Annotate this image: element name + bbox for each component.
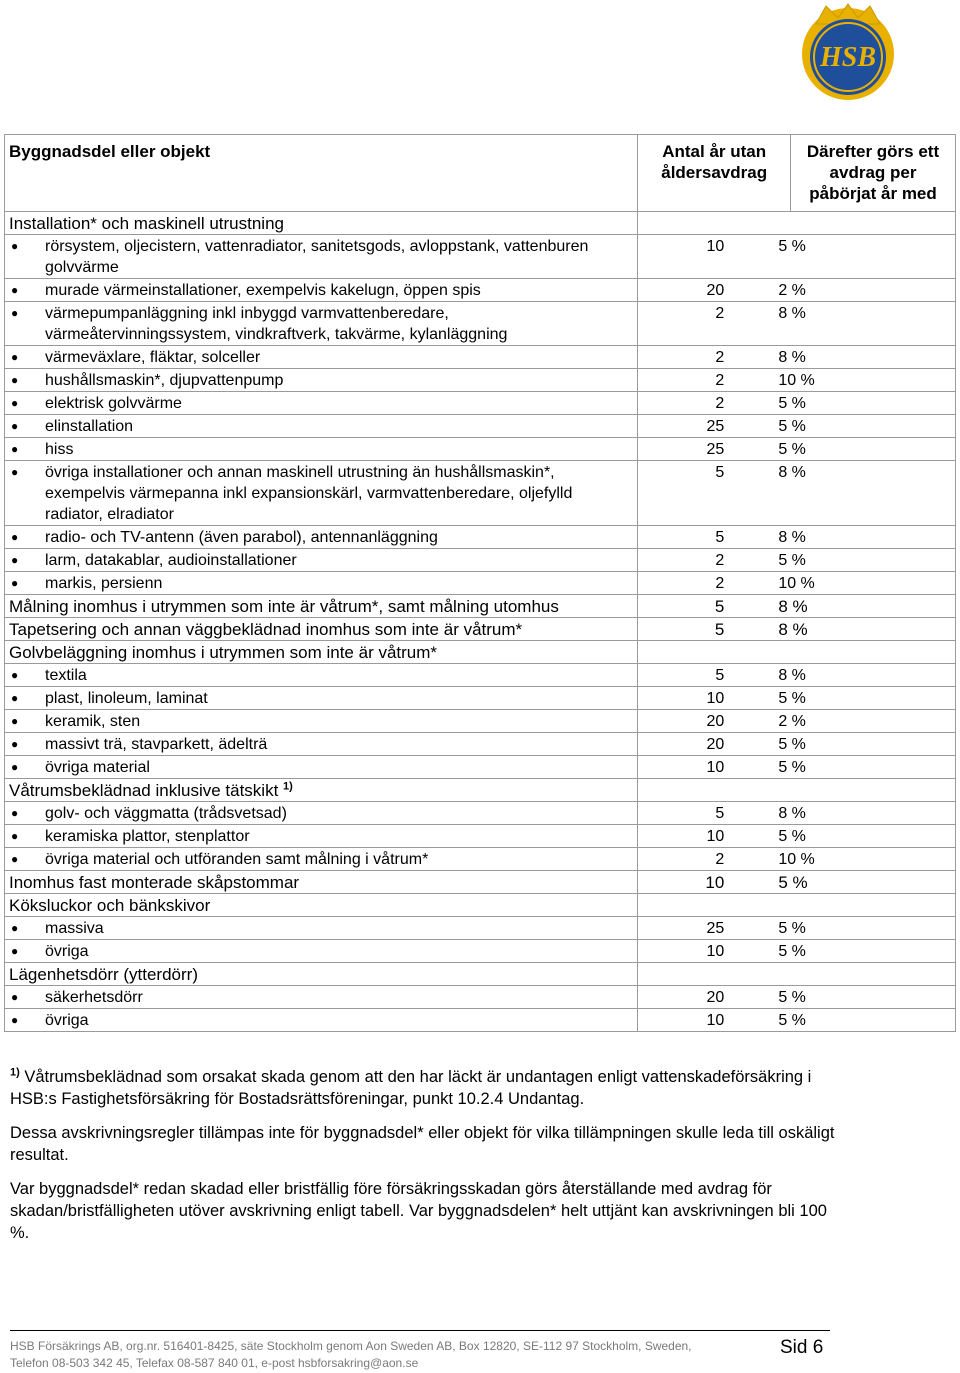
page-number: Sid 6 (780, 1337, 824, 1358)
item-name: keramik, sten (45, 713, 141, 730)
table-row (5, 710, 956, 733)
bullet-icon: ● (11, 553, 19, 567)
rate-cell (638, 392, 956, 415)
header-deduction: Därefter görs ett avdrag per påbörjat år med (791, 135, 956, 212)
years-value: 5 (714, 620, 725, 639)
bullet-icon: ● (11, 239, 19, 253)
item-name: hushållsmaskin*, djupvattenpump (45, 372, 284, 389)
bullet-icon: ● (11, 691, 19, 705)
deduction-value: 8 % (778, 597, 808, 616)
footer-divider (10, 1330, 830, 1331)
deduction-value: 8 % (778, 349, 806, 366)
item-name: övriga (45, 943, 89, 960)
rate-cell (638, 549, 956, 572)
deduction-value: 8 % (778, 620, 808, 639)
table-body (5, 212, 956, 1032)
item-cell (5, 346, 638, 369)
bullet-icon: ● (11, 852, 19, 866)
bullet-icon: ● (11, 1013, 19, 1027)
table-row (5, 346, 956, 369)
table-row (5, 595, 956, 618)
item-cell (5, 438, 638, 461)
years-value: 5 (715, 805, 725, 822)
footnote (10, 1066, 840, 1110)
deduction-value: 10 % (778, 575, 815, 592)
rate-cell (638, 302, 956, 346)
item-cell (5, 302, 638, 346)
bullet-icon: ● (11, 530, 19, 544)
deduction-value: 5 % (778, 873, 808, 892)
table-row (5, 733, 956, 756)
notes (10, 1066, 840, 1256)
table-row (5, 212, 956, 235)
logo-text: HSB (819, 42, 877, 73)
deduction-value: 10 % (778, 372, 815, 389)
bullet-icon: ● (11, 350, 19, 364)
item-cell (5, 279, 638, 302)
footer-line-2: Telefon 08-503 342 45, Telefax 08-587 840 01, e-post hsbforsakring@aon.se (10, 1356, 419, 1370)
bullet-icon: ● (11, 576, 19, 590)
item-name: hiss (45, 441, 74, 458)
years-value: 25 (706, 418, 725, 435)
years-value: 10 (705, 873, 725, 892)
item-name: larm, datakablar, audioinstallationer (45, 552, 297, 569)
deduction-value: 8 % (778, 529, 806, 546)
years-value: 10 (706, 690, 725, 707)
item-name: massivt trä, stavparkett, ädelträ (45, 736, 268, 753)
item-name: värmepumpanläggning inkl inbyggd varmvattenberedare, värmeåtervinningssystem, vindkraftverk, takvärme, kylanläggning (45, 305, 508, 343)
table-row (5, 438, 956, 461)
rate-cell (638, 346, 956, 369)
deduction-value: 5 % (778, 441, 806, 458)
deduction-value: 8 % (778, 305, 806, 322)
table-row (5, 848, 956, 871)
deduction-value: 10 % (778, 851, 815, 868)
rate-cell (638, 526, 956, 549)
table-header (5, 135, 956, 212)
item-name: golv- och väggmatta (trådsvetsad) (45, 805, 287, 822)
years-value: 10 (706, 1012, 725, 1029)
deduction-value: 5 % (778, 943, 806, 960)
rate-cell (638, 235, 956, 279)
bullet-icon: ● (11, 760, 19, 774)
item-name: radio- och TV-antenn (även parabol), antennanläggning (45, 529, 438, 546)
bullet-icon: ● (11, 373, 19, 387)
rate-cell (638, 279, 956, 302)
item-cell (5, 664, 638, 687)
section-title (5, 641, 638, 664)
rate-cell (638, 572, 956, 595)
deduction-value: 5 % (778, 920, 806, 937)
table-row (5, 461, 956, 526)
table-row (5, 572, 956, 595)
table-row (5, 963, 956, 986)
section-title-text: Lägenhetsdörr (ytterdörr) (9, 965, 198, 984)
item-name: värmeväxlare, fläktar, solceller (45, 349, 261, 366)
rate-cell (638, 733, 956, 756)
empty-cell (638, 641, 956, 664)
rate-cell (638, 825, 956, 848)
item-cell (5, 572, 638, 595)
deduction-value: 8 % (778, 667, 806, 684)
rate-cell (638, 871, 956, 894)
item-name: övriga material (45, 759, 150, 776)
years-value: 20 (706, 989, 725, 1006)
rate-cell (638, 940, 956, 963)
item-cell (5, 235, 638, 279)
item-name: massiva (45, 920, 104, 937)
table-row (5, 235, 956, 279)
item-name: övriga (45, 1012, 89, 1029)
section-title-text: Köksluckor och bänkskivor (9, 896, 211, 915)
years-value: 5 (715, 667, 725, 684)
empty-cell (638, 212, 956, 235)
item-name: murade värmeinstallationer, exempelvis kakelugn, öppen spis (45, 282, 481, 299)
bullet-icon: ● (11, 465, 19, 479)
empty-cell (638, 894, 956, 917)
section-title-text: Golvbeläggning inomhus i utrymmen som inte är våtrum* (9, 643, 438, 662)
item-name: textila (45, 667, 87, 684)
item-name: plast, linoleum, laminat (45, 690, 208, 707)
deduction-value: 5 % (778, 828, 806, 845)
years-value: 5 (714, 597, 725, 616)
item-name: keramiska plattor, stenplattor (45, 828, 250, 845)
empty-cell (638, 779, 956, 802)
section-title-text: Installation* och maskinell utrustning (9, 214, 284, 233)
years-value: 20 (706, 736, 725, 753)
item-name: rörsystem, oljecistern, vattenradiator, sanitetsgods, avloppstank, vattenburen golvvärme (45, 238, 589, 276)
empty-cell (638, 963, 956, 986)
item-cell (5, 917, 638, 940)
item-cell (5, 825, 638, 848)
deduction-value: 5 % (778, 759, 806, 776)
table-row (5, 894, 956, 917)
deduction-value: 8 % (778, 464, 806, 481)
years-value: 25 (706, 441, 725, 458)
item-name: Inomhus fast monterade skåpstommar (9, 873, 300, 892)
deduction-value: 5 % (778, 395, 806, 412)
years-value: 2 (715, 395, 725, 412)
years-value: 5 (715, 529, 725, 546)
years-value: 2 (715, 851, 725, 868)
item-cell (5, 756, 638, 779)
rate-cell (638, 438, 956, 461)
item-name: Målning inomhus i utrymmen som inte är våtrum*, samt målning utomhus (9, 597, 559, 616)
table-row (5, 1009, 956, 1032)
table-row (5, 756, 956, 779)
section-title (5, 963, 638, 986)
rate-cell (638, 802, 956, 825)
bullet-icon: ● (11, 990, 19, 1004)
table-row (5, 779, 956, 802)
table-row (5, 415, 956, 438)
header-object: Byggnadsdel eller objekt (5, 135, 638, 212)
table-row (5, 664, 956, 687)
years-value: 25 (706, 920, 725, 937)
item-name: övriga material och utföranden samt målning i våtrum* (45, 851, 429, 868)
hsb-logo (796, 2, 900, 104)
deduction-value: 5 % (778, 552, 806, 569)
item-name: elektrisk golvvärme (45, 395, 182, 412)
item-cell (5, 595, 638, 618)
table-row (5, 940, 956, 963)
years-value: 10 (706, 759, 725, 776)
deduction-value: 5 % (778, 238, 806, 255)
years-value: 2 (715, 552, 725, 569)
rate-cell (638, 595, 956, 618)
bullet-icon: ● (11, 306, 19, 320)
deduction-value: 5 % (778, 736, 806, 753)
years-value: 5 (715, 464, 725, 481)
bullet-icon: ● (11, 419, 19, 433)
item-cell (5, 802, 638, 825)
footer-line-1: HSB Försäkrings AB, org.nr. 516401-8425, säte Stockholm genom Aon Sweden AB, Box 12820, SE-112 97 Stockholm, Sweden, (10, 1339, 692, 1353)
rate-cell (638, 415, 956, 438)
bullet-icon: ● (11, 283, 19, 297)
header-years: Antal år utan åldersavdrag (638, 135, 791, 212)
note-paragraph-2: Dessa avskrivningsregler tillämpas inte för byggnadsdel* eller objekt för vilka tillämpningen skulle leda till oskäligt resultat. (10, 1124, 835, 1164)
item-cell (5, 871, 638, 894)
years-value: 10 (706, 828, 725, 845)
table-row (5, 871, 956, 894)
item-name: övriga installationer och annan maskinell utrustning än hushållsmaskin*, exempelvis värmepanna inkl expansionskärl, varmvattenberedare, oljefylld radiator, elradiator (45, 464, 573, 523)
item-cell (5, 369, 638, 392)
item-cell (5, 848, 638, 871)
deduction-value: 5 % (778, 1012, 806, 1029)
section-title (5, 894, 638, 917)
table-row (5, 392, 956, 415)
years-value: 20 (706, 282, 725, 299)
item-name: Tapetsering och annan väggbeklädnad inomhus som inte är våtrum* (9, 620, 523, 639)
footnote-ref: 1) (283, 780, 293, 793)
bullet-icon: ● (11, 806, 19, 820)
table-row (5, 687, 956, 710)
item-cell (5, 940, 638, 963)
footnote-mark: 1) (10, 1066, 20, 1079)
section-title (5, 779, 638, 802)
section-title (5, 212, 638, 235)
item-cell (5, 415, 638, 438)
rate-cell (638, 664, 956, 687)
bullet-icon: ● (11, 829, 19, 843)
table-row (5, 302, 956, 346)
item-name: markis, persienn (45, 575, 163, 592)
rate-cell (638, 461, 956, 526)
bullet-icon: ● (11, 921, 19, 935)
table-row (5, 641, 956, 664)
bullet-icon: ● (11, 714, 19, 728)
rate-cell (638, 756, 956, 779)
bullet-icon: ● (11, 668, 19, 682)
years-value: 20 (706, 713, 725, 730)
bullet-icon: ● (11, 396, 19, 410)
item-cell (5, 549, 638, 572)
item-cell (5, 710, 638, 733)
deduction-value: 5 % (778, 989, 806, 1006)
depreciation-table (4, 134, 956, 1032)
item-cell (5, 986, 638, 1009)
item-name: elinstallation (45, 418, 134, 435)
deduction-value: 2 % (778, 713, 806, 730)
table-row (5, 917, 956, 940)
table-row (5, 986, 956, 1009)
rate-cell (638, 687, 956, 710)
footnote-text: Våtrumsbeklädnad som orsakat skada genom att den har läckt är undantagen enligt vattenskadeförsäkring i HSB:s Fastighetsförsäkring för Bostadsrättsföreningar, punkt 10.2.4 Undantag. (10, 1068, 812, 1108)
deduction-value: 2 % (778, 282, 806, 299)
years-value: 2 (715, 575, 725, 592)
item-cell (5, 687, 638, 710)
table-row (5, 618, 956, 641)
rate-cell (638, 710, 956, 733)
footer (10, 1338, 750, 1372)
rate-cell (638, 917, 956, 940)
item-cell (5, 526, 638, 549)
note-paragraph-3: Var byggnadsdel* redan skadad eller bristfällig före försäkringsskadan görs återställande med avdrag för skadan/bristfälligheten utöver avskrivning enligt tabell. Var byggnadsdelen* helt uttjänt kan avskrivningen bli 100 %. (10, 1180, 827, 1242)
rate-cell (638, 1009, 956, 1032)
item-cell (5, 1009, 638, 1032)
item-cell (5, 618, 638, 641)
item-cell (5, 461, 638, 526)
item-cell (5, 733, 638, 756)
rate-cell (638, 848, 956, 871)
bullet-icon: ● (11, 944, 19, 958)
table-row (5, 279, 956, 302)
years-value: 2 (715, 305, 725, 322)
bullet-icon: ● (11, 737, 19, 751)
rate-cell (638, 618, 956, 641)
item-name: säkerhetsdörr (45, 989, 143, 1006)
table-row (5, 549, 956, 572)
years-value: 10 (706, 238, 725, 255)
table-row (5, 526, 956, 549)
bullet-icon: ● (11, 442, 19, 456)
deduction-value: 8 % (778, 805, 806, 822)
table-row (5, 802, 956, 825)
table-row (5, 369, 956, 392)
item-cell (5, 392, 638, 415)
years-value: 2 (715, 349, 725, 366)
deduction-value: 5 % (778, 690, 806, 707)
rate-cell (638, 369, 956, 392)
years-value: 2 (715, 372, 725, 389)
years-value: 10 (706, 943, 725, 960)
table-row (5, 825, 956, 848)
section-title-text: Våtrumsbeklädnad inklusive tätskikt (9, 781, 279, 800)
rate-cell (638, 986, 956, 1009)
deduction-value: 5 % (778, 418, 806, 435)
